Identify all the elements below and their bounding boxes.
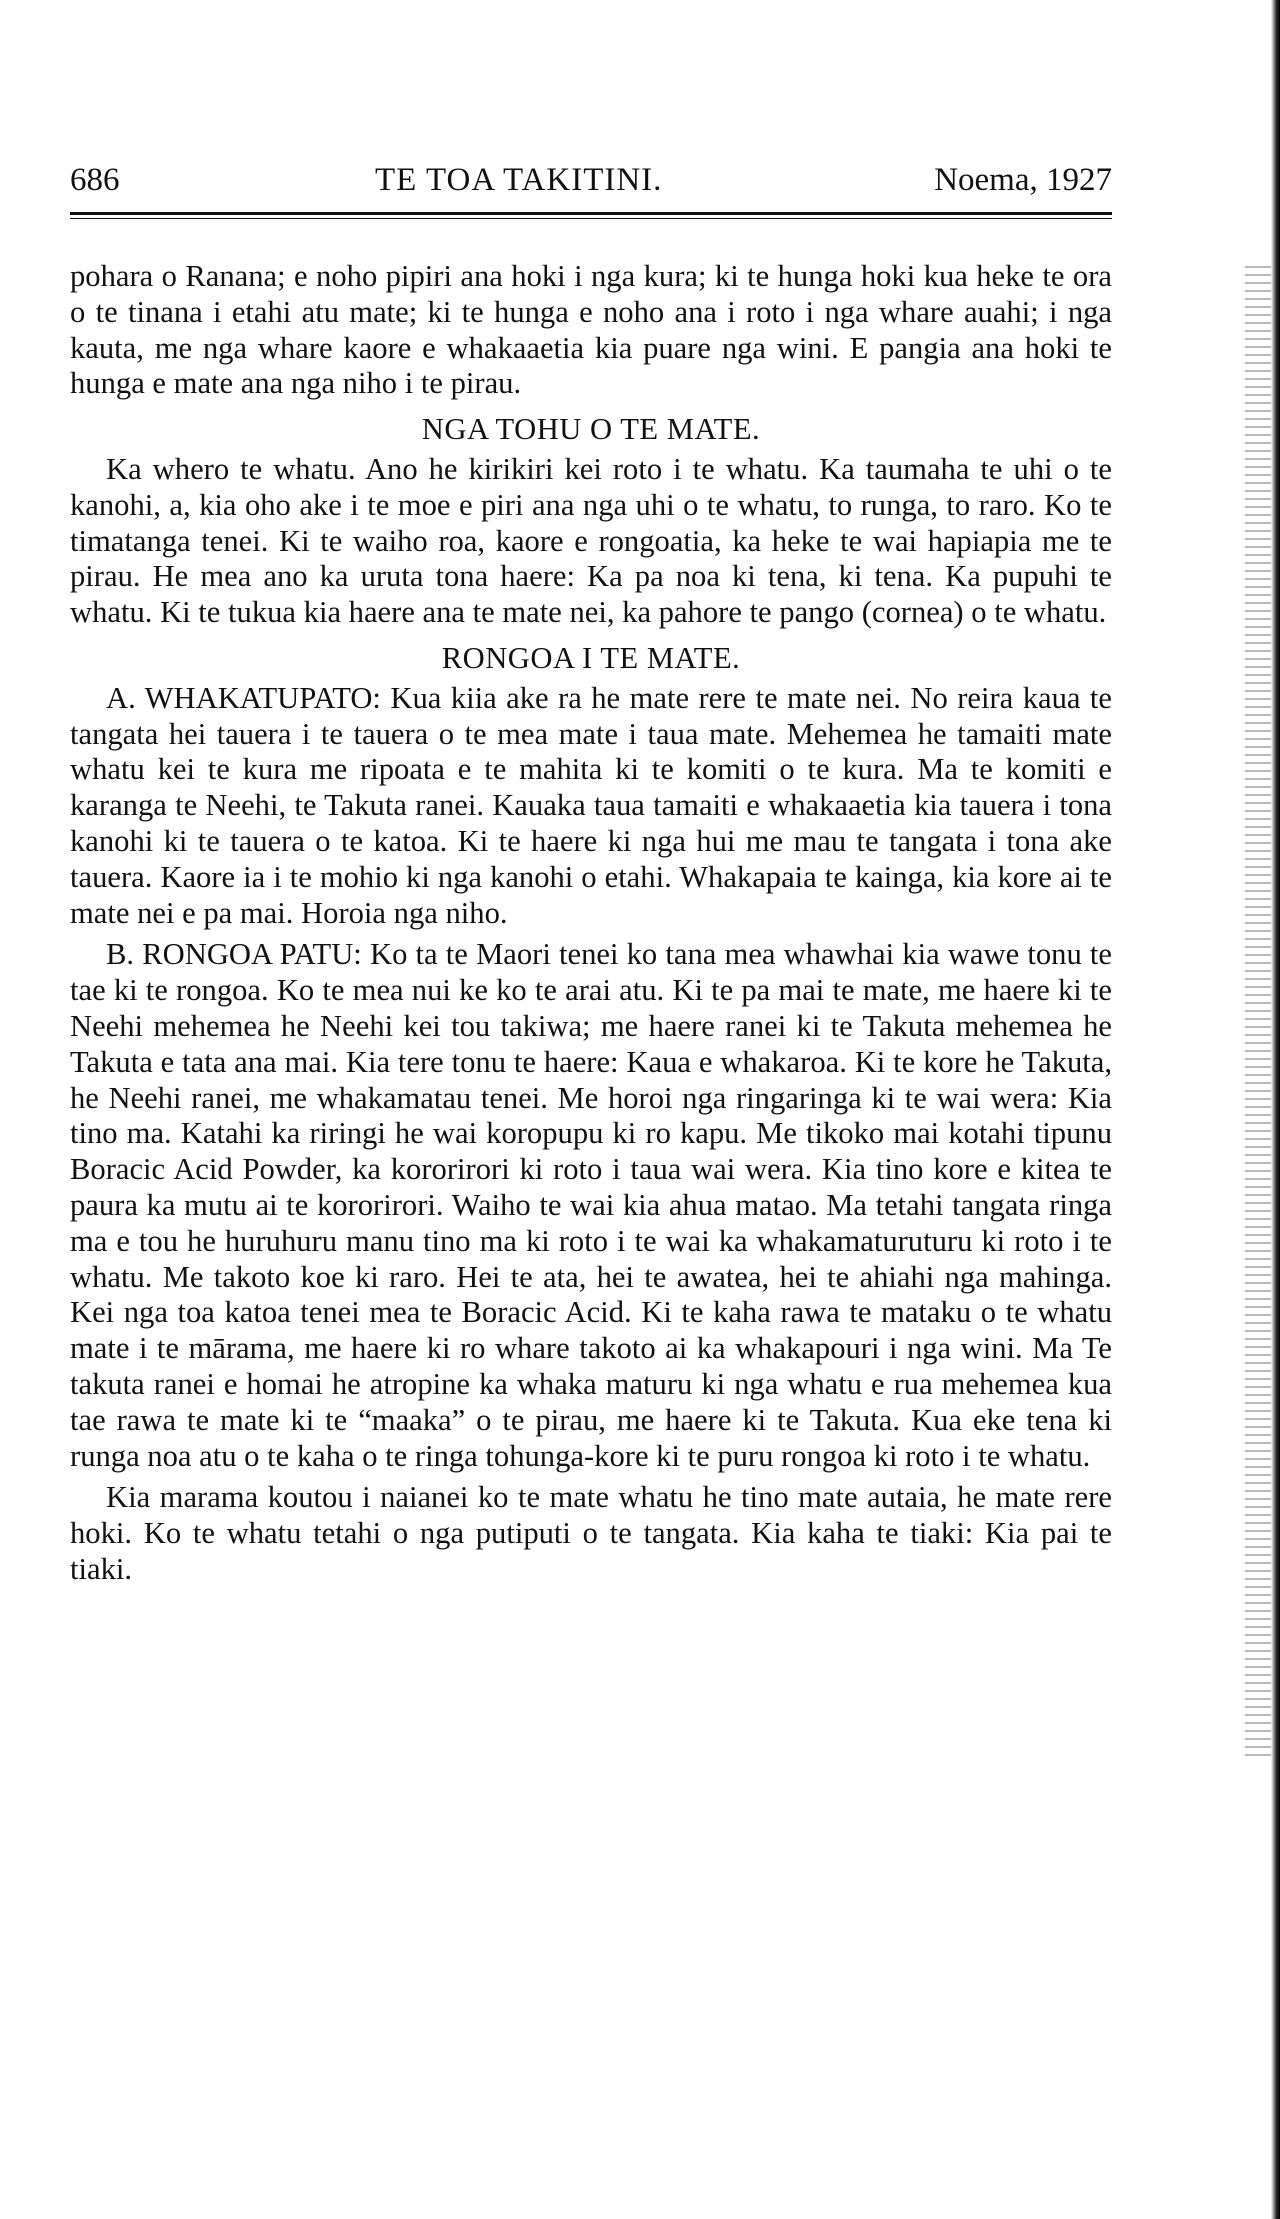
journal-title: TE TOA TAKITINI.: [375, 162, 663, 198]
section-a-paragraph: [70, 681, 1112, 932]
article-body: [70, 259, 1112, 1588]
header-rule-thick: [70, 212, 1112, 215]
section-b-label: B. RONGOA PATU:: [106, 937, 362, 972]
heading-treatment: RONGOA I TE MATE.: [441, 640, 741, 675]
running-head: [70, 158, 1112, 202]
page-edge-texture: [1245, 260, 1271, 1760]
header-rule-thin: [70, 218, 1112, 219]
section-a-text: Kua kiia ake ra he mate rere te mate nei. No reira kaua te tangata hei tauera i te tauera o te mea mate i taua mate. Mehemea he tamaiti mate whatu kei te kura me ripoata e te mahita ki te komiti o te kura. Ma te komiti e karanga te Neehi, te Takuta ranei. Kauaka taua tamaiti e whakaaetia kia tauera i tona kanohi ki te tauera o te katoa. Ki te haere ki nga hui me mau te tangata i tona ake tauera. Kaore ia i te mohio ki nga kanohi o etahi. Whakapaia te kainga, kia kore ai te mate nei e pa mai. Horoia nga niho.: [70, 680, 1112, 930]
book-spine-shadow: [1271, 0, 1280, 2219]
section-a-label: A. WHAKATUPATO:: [106, 680, 381, 715]
closing-paragraph: Kia marama koutou i naianei ko te mate whatu he tino mate autaia, he mate rere hoki. Ko te whatu tetahi o nga putiputi o te tangata. Kia kaha te tiaki: Kia pai te tiaki.: [70, 1480, 1112, 1586]
book-page: [70, 158, 1112, 1588]
issue-date: Noema, 1927: [934, 162, 1112, 198]
page-number: 686: [70, 162, 120, 198]
intro-paragraph: pohara o Ranana; e noho pipiri ana hoki i nga kura; ki te hunga hoki kua heke te ora o te tinana i etahi atu mate; ki te hunga e noho ana i roto i nga whare auahi; i nga kauta, me nga whare kaore e whakaaetia kia puare nga wini. E pangia ana hoki te hunga e mate ana nga niho i te pirau.: [70, 259, 1112, 401]
heading-symptoms: NGA TOHU O TE MATE.: [421, 412, 761, 447]
symptoms-paragraph: Ka whero te whatu. Ano he kirikiri kei roto i te whatu. Ka taumaha te uhi o te kanohi, a, kia oho ake i te moe e piri ana nga uhi o te whatu, to runga, to raro. Ko te timatanga tenei. Ki te waiho roa, kaore e rongoatia, ka heke te wai hapiapia me te pirau. He mea ano ka uruta tona haere: Ka pa noa ki tena, ki tena. Ka pupuhi te whatu. Ki te tukua kia haere ana te mate nei, ka pahore te pango (cornea) o te whatu.: [70, 451, 1112, 630]
section-b-paragraph: [70, 937, 1112, 1474]
section-b-text: Ko ta te Maori tenei ko tana mea whawhai kia wawe tonu te tae ki te rongoa. Ko te mea nui ke ko te arai atu. Ki te pa mai te mate, me haere ki te Neehi mehemea he Neehi kei tou takiwa; me haere ranei ki te Takuta mehemea he Takuta e tata ana mai. Kia tere tonu te haere: Kaua e whakaroa. Ki te kore he Takuta, he Neehi ranei, me whakamatau tenei. Me horoi nga ringaringa ki te wai wera: Kia tino ma. Katahi ka riringi he wai koropupu ki ro kapu. Me tikoko mai kotahi tipunu Boracic Acid Powder, ka kororirori ki roto i taua wai wera. Kia tino kore e kitea te paura ka mutu ai te kororirori. Waiho te wai kia ahua matao. Ma tetahi tangata ringa ma e tou he huruhuru manu tino ma ki roto i te wai ka whakamaturuturu ki roto i te whatu. Me takoto koe ki raro. Hei te ata, hei te awatea, hei te ahiahi nga mahinga. Kei nga toa katoa tenei mea te Boracic Acid. Ki te kaha rawa te mataku o te whatu mate i te mārama, me haere ki ro whare takoto ai ka whakapouri i nga wini. Ma Te takuta ranei e homai he atropine ka whaka maturu ki nga whatu e rua mehemea kua tae rawa te mate ki te “maaka” o te pirau, me haere ki te Takuta. Kua eke tena ki runga noa atu o te kaha o te ringa tohunga-kore ki te puru rongoa ki roto i te whatu.: [70, 937, 1113, 1473]
